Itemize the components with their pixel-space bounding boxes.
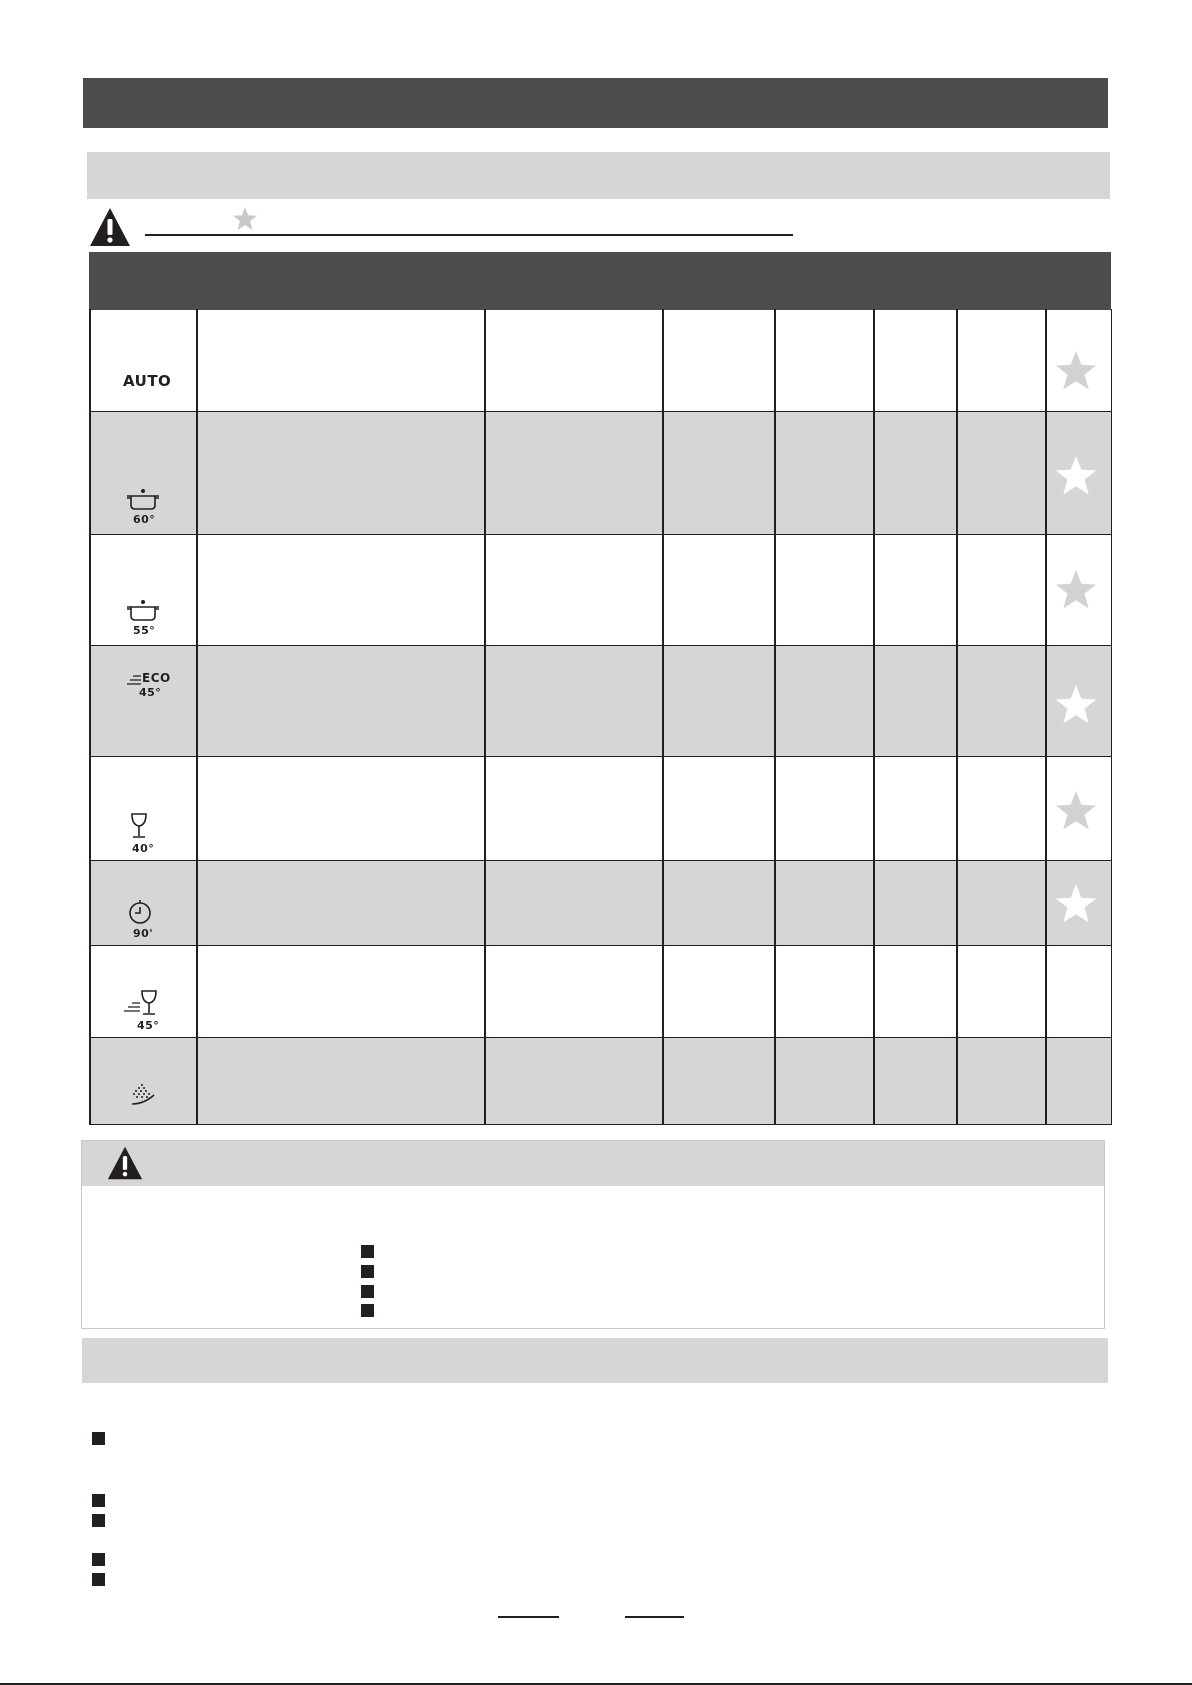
table-row — [89, 412, 1112, 535]
star-icon — [1054, 454, 1098, 498]
warning-box-header — [82, 1141, 1104, 1186]
subsection-heading-bar — [82, 1338, 1108, 1383]
warning-triangle-icon — [106, 1145, 144, 1181]
warning-box — [81, 1140, 1105, 1329]
rapid-glass-icon — [124, 990, 160, 1016]
table-row — [89, 861, 1112, 946]
speed-lines-icon — [127, 675, 141, 685]
glass-icon — [130, 813, 148, 839]
bullet-square-icon — [361, 1304, 374, 1317]
bullet-square-icon — [361, 1285, 374, 1298]
program-table — [89, 309, 1112, 1125]
star-icon — [1054, 789, 1098, 833]
table-row — [89, 535, 1112, 646]
table-row — [89, 646, 1112, 757]
table-row — [89, 309, 1112, 412]
temperature-label: 45° — [137, 1019, 160, 1032]
bullet-square-icon — [92, 1553, 105, 1566]
temperature-label: 45° — [139, 686, 162, 699]
legend-underline — [145, 234, 793, 236]
bullet-square-icon — [92, 1432, 105, 1445]
section-title-bar — [83, 78, 1108, 128]
program-table-header — [89, 252, 1111, 310]
footer-underline — [625, 1616, 684, 1618]
bullet-square-icon — [92, 1494, 105, 1507]
table-row — [89, 757, 1112, 861]
temperature-label: 90' — [133, 927, 154, 940]
prewash-spray-icon — [130, 1082, 156, 1106]
timer-icon — [128, 899, 152, 925]
bullet-square-icon — [361, 1265, 374, 1278]
bullet-square-icon — [92, 1573, 105, 1586]
temperature-label: 40° — [132, 842, 155, 855]
warning-triangle-icon — [88, 206, 132, 248]
auto-program-icon: AUTO — [123, 372, 172, 390]
bullet-square-icon — [361, 1245, 374, 1258]
temperature-label: 55° — [133, 624, 156, 637]
pot-normal-icon — [125, 599, 161, 623]
temperature-label: 60° — [133, 513, 156, 526]
table-row — [89, 946, 1112, 1038]
table-row — [89, 1038, 1112, 1125]
footer-underline — [498, 1616, 559, 1618]
star-icon — [1054, 683, 1098, 727]
star-icon — [232, 206, 258, 232]
star-icon — [1054, 882, 1098, 926]
star-icon — [1054, 568, 1098, 612]
subsection-heading-bar — [87, 152, 1110, 199]
pot-intensive-icon — [125, 488, 161, 512]
bullet-square-icon — [92, 1514, 105, 1527]
eco-program-icon: ECO — [142, 671, 171, 685]
star-icon — [1054, 349, 1098, 393]
